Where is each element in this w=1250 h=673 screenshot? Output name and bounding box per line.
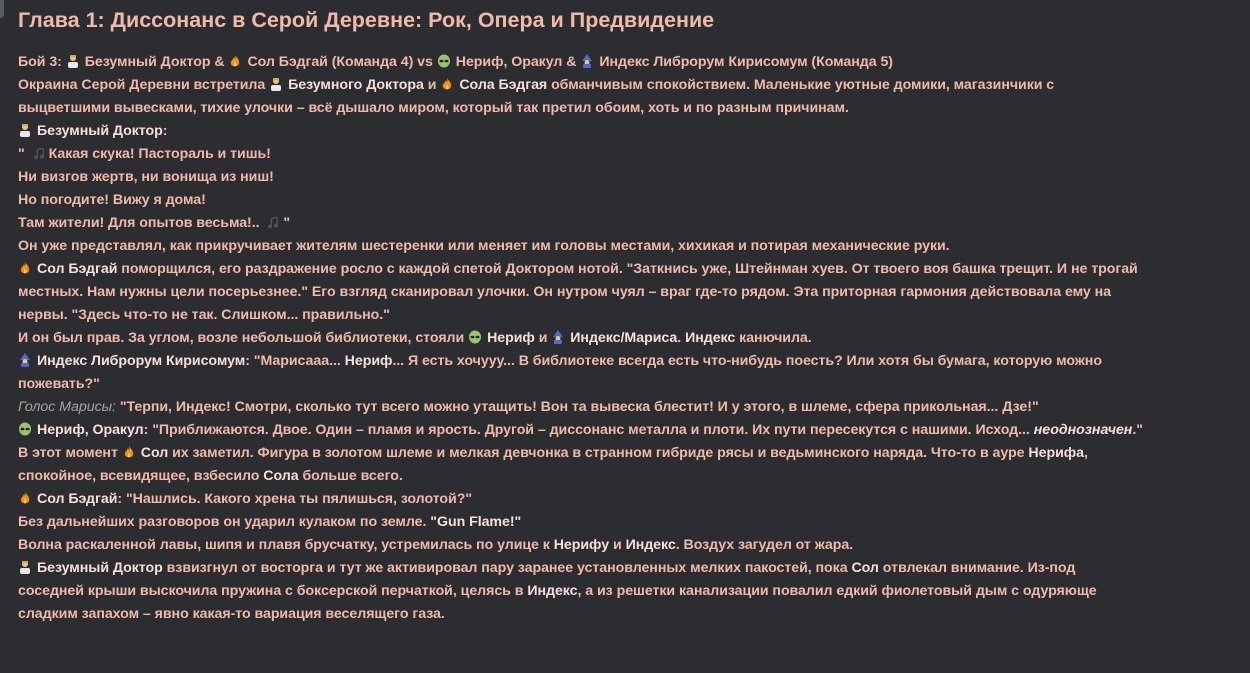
punctuation: . bbox=[677, 330, 682, 346]
fire-icon bbox=[18, 261, 32, 275]
narration-text: , а из решетки канализации повалил едкий фиолетовый дым с одуряюще bbox=[577, 583, 1097, 599]
fire-icon bbox=[18, 491, 32, 505]
narration-line bbox=[18, 258, 1240, 281]
narration-line bbox=[18, 603, 1240, 626]
speaker-marisa-voice: Голос Марисы: bbox=[18, 399, 116, 415]
battle-team5-b: Индекс Либрорум Кирисомум (Команда 5) bbox=[599, 54, 893, 70]
narration-line bbox=[18, 235, 1240, 258]
colon: : bbox=[117, 491, 123, 507]
narration-text: их заметил. Фигура в золотом шлеме и мелкая девчонка в странном гибриде рясы и ведьминского наряда. Что-то в ауре bbox=[172, 445, 1025, 461]
narration-text: Волна раскаленной лавы, шипя и плавя брусчатку, устремилась по улице к bbox=[18, 537, 550, 553]
alien-icon bbox=[18, 422, 32, 436]
quote-mark: " bbox=[18, 146, 25, 162]
scientist-icon bbox=[269, 77, 283, 91]
speaker-line bbox=[18, 373, 1240, 396]
narration-text: сладким запахом – явно какая-то вариация веселящего газа. bbox=[18, 606, 445, 622]
emphasis-ambiguous: неоднозначен bbox=[1033, 422, 1133, 438]
narration-text: спокойное, всевидящее, взбесило bbox=[18, 468, 260, 484]
dialogue-text: "Терпи, Индекс! Смотри, сколько тут всего можно утащить! Вон та вывеска блестит! И у этого, в шлеме, сфера прикольная... Дзе!" bbox=[119, 399, 1039, 415]
scientist-icon bbox=[18, 123, 32, 137]
poem-line bbox=[18, 143, 1240, 166]
speaker-line bbox=[18, 120, 1240, 143]
music-notes-icon bbox=[33, 148, 45, 160]
mention-nerifu: Нерифу bbox=[553, 537, 610, 553]
mention-sol: Сол bbox=[851, 560, 879, 576]
narration-text: больше всего. bbox=[302, 468, 403, 484]
narration-text: соседней крыши выскочила пружина с боксерской перчаткой, целясь в bbox=[18, 583, 524, 599]
narration-line bbox=[18, 281, 1240, 304]
narration-text: и bbox=[612, 537, 622, 553]
attack-name: "Gun Flame!" bbox=[430, 514, 522, 530]
colon: : bbox=[162, 123, 168, 139]
dialogue-text: ... Я есть хочууу... В библиотеке всегда есть что-нибудь поесть? Или хотя бы бумага, которую можно bbox=[392, 353, 1102, 369]
narration-text: отвлекал внимание. Из-под bbox=[882, 560, 1076, 576]
mention-nerif: Нериф bbox=[487, 330, 535, 346]
narration-line bbox=[18, 97, 1240, 120]
mention-nerifa: Нерифа bbox=[1028, 445, 1084, 461]
speaker-index: Индекс Либрорум Кирисомум bbox=[37, 353, 246, 369]
speaker-sol: Сол Бэдгай bbox=[37, 491, 118, 507]
chapter-title: Глава 1: Диссонанс в Серой Деревне: Рок, Опера и Предвидение bbox=[18, 8, 715, 32]
mention-index: Индекс bbox=[625, 537, 676, 553]
narration-text: местных. Нам нужны цели посерьезнее." Его взгляд сканировал улочки. Он нутром чуял – враг где-то рядом. Эта приторная гармония действовала ему на bbox=[18, 284, 1111, 300]
battle-team5-a: Нериф, Оракул & bbox=[455, 54, 577, 70]
alien-icon bbox=[437, 54, 451, 68]
speaker-line bbox=[18, 419, 1240, 442]
narration-text: и bbox=[538, 330, 548, 346]
fire-icon bbox=[440, 77, 454, 91]
narration-text: . Воздух загудел от жара. bbox=[675, 537, 854, 553]
narration-text: нервы. "Здесь что-то не так. Слишком... правильно." bbox=[18, 307, 390, 323]
fire-icon bbox=[228, 54, 242, 68]
dialogue-text: "Нашлись. Какого хрена ты пялишься, золотой?" bbox=[125, 491, 473, 507]
narration-text: выцветшими вывесками, тихие улочки – всё дышало миром, который так претил обоим, хоть и по разным причинам. bbox=[18, 100, 849, 116]
speaker-line bbox=[18, 488, 1240, 511]
poem-text: Какая скука! Пастораль и тишь! bbox=[48, 146, 271, 162]
colon: : bbox=[245, 353, 250, 369]
poem-line bbox=[18, 212, 1240, 235]
scroll-edge-marker bbox=[0, 0, 4, 18]
alien-icon bbox=[468, 330, 482, 344]
poem-text: Там жители! Для опытов весьма!.. bbox=[18, 215, 260, 231]
mention-doctor: Безумный Доктор bbox=[37, 560, 163, 576]
narration-line bbox=[18, 534, 1240, 557]
poem-line bbox=[18, 166, 1240, 189]
narration-text: канючила. bbox=[739, 330, 812, 346]
narration-line bbox=[18, 557, 1240, 580]
quote-mark: " bbox=[283, 215, 291, 231]
fire-icon bbox=[122, 445, 136, 459]
mage-icon bbox=[551, 330, 565, 344]
mage-icon bbox=[580, 54, 594, 68]
dialogue-text: пожевать?" bbox=[18, 376, 100, 392]
narration-text: Он уже представлял, как прикручивает жителям шестеренки или меняет им головы местами, хихикая и потирая механические руки. bbox=[18, 238, 950, 254]
narration-line bbox=[18, 304, 1240, 327]
narration-text: Без дальнейших разговоров он ударил кулаком по земле. bbox=[18, 514, 427, 530]
narration-text: взвизгнул от восторга и тут же активировал пару заранее установленных мелких пакостей, пока bbox=[166, 560, 848, 576]
poem-text: Ни визгов жертв, ни вонища из ниш! bbox=[18, 169, 274, 185]
narration-text: В этот момент bbox=[18, 445, 118, 461]
colon: : bbox=[143, 422, 149, 438]
battle-prefix: Бой 3: bbox=[18, 54, 62, 70]
narration-line bbox=[18, 580, 1240, 603]
mention-sol: Сол Бэдгай bbox=[37, 261, 118, 277]
speaker-line bbox=[18, 396, 1240, 419]
narration-line bbox=[18, 327, 1240, 350]
poem-line bbox=[18, 189, 1240, 212]
dialogue-text: "Приближаются. Двое. Один – пламя и ярость. Другой – диссонанс металла и плоти. Их пути пересекутся с нашими. Исход... bbox=[152, 422, 1030, 438]
mention-sol: Сола Бэдгая bbox=[459, 77, 548, 93]
battle-header bbox=[18, 51, 1240, 74]
message-content bbox=[18, 6, 1240, 626]
mention-sola: Сола bbox=[263, 468, 299, 484]
narration-line bbox=[18, 465, 1240, 488]
battle-team4-a: Безумный Доктор & bbox=[84, 54, 225, 70]
mention-index-marisa: Индекс/Мариса bbox=[570, 330, 678, 346]
battle-team4-b: Сол Бэдгай (Команда 4) vs bbox=[247, 54, 433, 70]
speaker-line bbox=[18, 350, 1240, 373]
narration-text: И он был прав. За углом, возле небольшой библиотеки, стояли bbox=[18, 330, 465, 346]
music-notes-icon bbox=[267, 217, 279, 229]
mention-index: Индекс bbox=[527, 583, 578, 599]
mention-sol: Сол bbox=[140, 445, 169, 461]
mention-index: Индекс bbox=[685, 330, 736, 346]
mage-icon bbox=[18, 353, 32, 367]
mention-doctor: Безумного Доктора bbox=[288, 77, 424, 93]
scientist-icon bbox=[18, 560, 32, 574]
poem-text: Но погодите! Вижу я дома! bbox=[18, 192, 206, 208]
mention-nerif: Нериф bbox=[344, 353, 393, 369]
dialogue-text: ." bbox=[1132, 422, 1143, 438]
narration-text: и bbox=[427, 77, 437, 93]
narration-line bbox=[18, 442, 1240, 465]
narration-line bbox=[18, 511, 1240, 534]
narration-line bbox=[18, 74, 1240, 97]
narration-text: поморщился, его раздражение росло с каждой спетой Доктором нотой. "Заткнись уже, Штейнман хуев. От твоего воя башка трещит. И не трогай bbox=[121, 261, 1138, 277]
dialogue-text: "Марисааа... bbox=[253, 353, 341, 369]
punctuation: , bbox=[1083, 445, 1088, 461]
scientist-icon bbox=[66, 54, 80, 68]
speaker-nerif: Нериф, Оракул bbox=[37, 422, 144, 438]
narration-text: обманчивым спокойствием. Маленькие уютные домики, магазинчики с bbox=[551, 77, 1055, 93]
speaker-doctor: Безумный Доктор bbox=[37, 123, 163, 139]
narration-text: Окраина Серой Деревни встретила bbox=[18, 77, 266, 93]
